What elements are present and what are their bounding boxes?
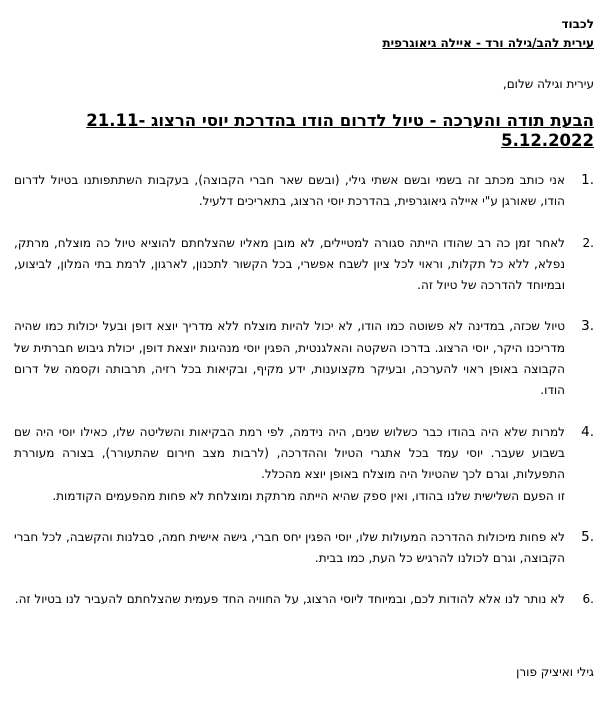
item-number: 6. [582, 592, 594, 607]
item-text [14, 589, 565, 610]
item-text [14, 422, 565, 507]
item-paragraph: למרות שלא היה בהודו כבר כשלוש שנים, היה נידמה, לפי רמת הבקיאות והשליטה שלו, כאילו יוסי היה שם בשבוע שעבר. יוסי עמד בכל אתגרי הטיול וההדרכה, (לרבות מצב חירום שהתעורר), בצורה מעוררת התפעלות, וגרם לכך שהטיול היה מוצלח באופן יוצא מהכלל. [14, 424, 565, 482]
item-paragraph: זו הפעם השלישית שלנו בהודו, ואין ספק שהיא הייתה מרתקת ומוצלחת לא פחות מהפעמים הקודמות. [52, 488, 565, 503]
letter-item-1 [14, 170, 594, 213]
letter-item-6 [14, 589, 594, 610]
letter-item-4 [14, 422, 594, 507]
item-paragraph: טיול שכזה, במדינה לא פשוטה כמו הודו, לא יכול להיות מוצלח ללא מדריך יוצא דופן ובעל יכולות כמו שהיה מדריכנו היקר, יוסי הרצוג. בדרכו השקטה והאלגנטית, הפגין יוסי מנהיגות יוצאת דופן, יכולת גיבוש חברתית של הקבוצה באופן ראוי להערכה, ובעיקר מקצוענות, ידע מקיף, ובקיאות בכל רזיה, תרבותה וקסמה של דרום הודו. [14, 319, 565, 398]
item-number: 1. [581, 172, 594, 188]
signature: גילי ואיציק פורן [516, 665, 594, 679]
item-paragraph: לאחר זמן כה רב שהודו הייתה סגורה למטיילים, לא מובן מאליו שהצלחתם להוציא טיול כה מוצלח, מרתק, נפלא, ללא כל תקלות, וראוי לכל ציון לשבח אפשרי, בכל הקשור לתכנון, לארגון, לרמת בתי המלון, לביצוע, ובמיוחד להדרכה של טיול זה. [14, 235, 565, 293]
item-number: 3. [581, 318, 594, 335]
letter-item-2 [14, 233, 594, 297]
greeting: עירית וגילה שלום, [502, 77, 594, 91]
recipients-line: עירית להב/גילה ורד - איילה גיאוגרפית [382, 36, 594, 50]
item-text [14, 233, 565, 297]
item-number: 4. [581, 423, 594, 440]
item-text [14, 170, 565, 213]
letter-item-5 [14, 527, 594, 570]
letter-item-3 [14, 316, 594, 401]
to-label: לכבוד [561, 17, 594, 31]
item-number: 5. [581, 528, 594, 545]
item-paragraph: לא נותר לנו אלא להודות לכם, ובמיוחד ליוסי הרצוג, על החוויה החד פעמית שהצלחתם להעביר לנו בטיול זה. [14, 592, 565, 607]
item-paragraph: לא פחות מיכולות ההדרכה המעולות שלו, יוסי הפגין יחס חברי, גישה אישית חמה, סבלנות והקשבה, לכל חברי הקבוצה, וגרם לכולנו להרגיש כל העת, כמו בבית. [14, 529, 565, 566]
item-number: 2. [582, 235, 594, 250]
item-text [14, 527, 565, 570]
item-text [14, 316, 565, 401]
item-paragraph: אני כותב מכתב זה בשמי ובשם אשתי גילי, (ובשם שאר חברי הקבוצה), בעקבות השתתפותנו בטיול לדרום הודו, שאורגן ע"י איילה גיאוגרפית, בהדרכת יוסי הרצוג, בתאריכים דלעיל. [14, 173, 565, 209]
letter-title: הבעת תודה והערכה - טיול לדרום הודו בהדרכת יוסי הרצוג 21.11-5.12.2022 [86, 111, 594, 150]
letter-items [14, 170, 594, 611]
